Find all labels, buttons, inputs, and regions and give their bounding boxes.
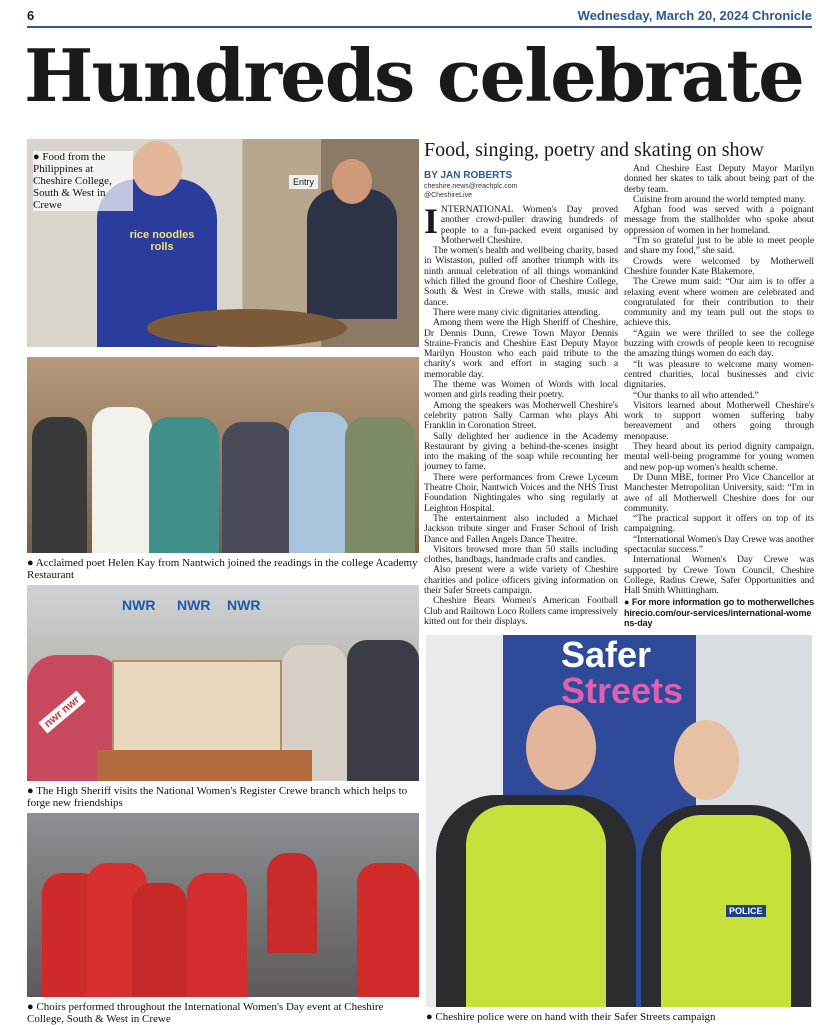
person-shape (32, 417, 87, 553)
headline: Hundreds celebrate (24, 33, 803, 118)
byline: BY JAN ROBERTS (424, 170, 513, 181)
person-head-shape (526, 705, 596, 790)
sash-text: nwr nwr (38, 691, 85, 734)
article-first-paragraph-text: NTERNATIONAL Women's Day proved another crowd-puller drawing hundreds of people to a fun-packed event organised by Motherwell Cheshire. (440, 204, 618, 246)
photo-caption-nwr: ● The High Sheriff visits the National Women's Register Crewe branch which helps to forge new friendships (27, 785, 408, 809)
article-paragraph: Visitors learned about Motherwell Cheshire's work to support women suffering baby bereavement and others going through menopause. (624, 399, 814, 442)
person-shape (187, 873, 247, 997)
article-paragraph: Also present were a wide variety of Cheshire charities and police officers giving information on their Safer Streets campaign. (424, 564, 618, 596)
entry-sign: Entry (289, 175, 318, 189)
person-shape (345, 417, 415, 553)
person-shape (267, 853, 317, 953)
article-paragraph: Afghan food was served with a poignant message from the stallholder who spoke about oppression of women in her homeland. (624, 204, 814, 236)
police-badge: POLICE (726, 905, 766, 917)
article-paragraph: There were performances from Crewe Lyceum Theatre Choir, Nantwich Voices and the NHS Trust Foundation Nightingales who sing regularly at Leighton Hospital. (424, 471, 618, 514)
nwr-banner: NWR (227, 597, 261, 613)
byline-social: @CheshireLive (424, 192, 472, 199)
sign-line-1: Safer (561, 635, 652, 675)
article-subheadline: Food, singing, poetry and skating on show (424, 139, 764, 161)
article-paragraph: Visitors browsed more than 50 stalls including clothes, handbags, handmade crafts and candles. (424, 543, 618, 566)
person-shape (357, 863, 419, 997)
person-shape (222, 422, 292, 553)
photo-poets-group (27, 357, 419, 553)
photo-nwr-stand (27, 585, 419, 781)
article-paragraph: Dr Dunn MBE, former Pro Vice Chancellor at Manchester Metropolitan University, said: “I'm in awe of all Motherwell Cheshire does for our community. (624, 471, 814, 514)
apron-text: rice noodles rolls (129, 229, 195, 253)
person-shape (92, 407, 152, 553)
person-head-shape (674, 720, 739, 800)
article-paragraph: Cuisine from around the world tempted many. (633, 193, 806, 205)
article-column-1 (424, 201, 618, 627)
photo-caption-poet: ● Acclaimed poet Helen Kay from Nantwich joined the readings in the college Academy Restaurant (27, 557, 418, 581)
photo-caption-food: ● Food from the Philippines at Cheshire College, South & West in Crewe (33, 151, 133, 211)
safer-streets-sign (561, 637, 683, 709)
photo-police (426, 635, 812, 1007)
article-paragraph: There were many civic dignitaries attending. (433, 306, 601, 318)
more-info-link[interactable]: ● For more information go to motherwellcheshirecio.com/our-services/international-womens-day (624, 597, 814, 629)
article-paragraph: The Crewe mum said: “Our aim is to offer a relaxing event where women are celebrated and congratulated for their contribution to their community and my team pull out the stops to achieve this. (624, 276, 814, 329)
photo-choir (27, 813, 419, 997)
table-shape (97, 750, 312, 781)
article-paragraph: The women's health and wellbeing charity, based in Wistaston, pulled off another triumph with its ninth annual celebration of all things womankind which filled the ground floor of Cheshire College, South & West in Crewe with stalls, music and dance. (424, 245, 618, 308)
article-paragraph: And Cheshire East Deputy Mayor Marilyn donned her skates to talk about being part of the derby team. (624, 163, 814, 195)
article-paragraph: “Our thanks to all who attended.” (633, 389, 759, 401)
person-shape (149, 417, 219, 553)
article-paragraph: “Again we were thrilled to see the college buzzing with crowds of people keen to recognise the amazing things women do each day. (624, 327, 814, 360)
dateline: Wednesday, March 20, 2024 Chronicle (577, 8, 812, 23)
article-paragraph: International Women's Day Crewe was supported by Crewe Town Council, Cheshire College, Radius Crewe, Safer Opportunities and Hall Smith Whittingham. (624, 554, 814, 597)
article-paragraph: “I'm so grateful just to be able to meet people and share my food,” she said. (624, 235, 814, 257)
article-paragraph: The entertainment also included a Michael Jackson tribute singer and Fraser School of Irish Dance and Fallen Angels Dance Theatre. (424, 512, 618, 545)
article-paragraph: Crowds were welcomed by Motherwell Cheshire founder Kate Blakemore. (624, 255, 814, 277)
nwr-banner: NWR (177, 597, 211, 613)
article-paragraph (424, 201, 618, 246)
person-head-shape (332, 159, 372, 204)
article-paragraph: Sally delighted her audience in the Academy Restaurant by giving a behind-the-scenes insight into the making of the soap while recounting her journey to fame. (424, 430, 618, 473)
article-column-2 (624, 164, 814, 629)
article-paragraph: “The practical support it offers on top of its campaigning. (624, 513, 814, 535)
sign-line-2: Streets (561, 670, 684, 711)
drop-cap: I (424, 201, 438, 241)
person-head-shape (132, 141, 182, 196)
person-shape (347, 640, 419, 781)
byline-email: cheshire.news@reachplc.com (424, 183, 518, 190)
article-paragraph: The theme was Women of Words with local women and girls reading their poetry. (424, 379, 618, 401)
person-shape (289, 412, 349, 553)
article-paragraph: Among the speakers was Motherwell Cheshire's celebrity patron Sally Carman who plays Abi Franklin in Coronation Street. (424, 399, 618, 432)
article-paragraph: “It was pleasure to welcome many women-centred charities, local businesses and civic dignitaries. (624, 358, 814, 391)
header-rule (27, 26, 812, 28)
page-number: 6 (27, 8, 35, 23)
person-shape (307, 189, 397, 319)
article-paragraph: They heard about its period dignity campaign, mental well-being programme for young women and new pop-up women's health scheme. (624, 441, 814, 473)
nwr-banner: NWR (122, 597, 156, 613)
person-shape (132, 883, 187, 997)
article-paragraph: Cheshire Bears Women's American Football Club and Railtown Loco Rollers came impressively kitted out for their displays. (424, 595, 618, 627)
article-paragraph: Among them were the High Sheriff of Cheshire, Dr Dennis Dunn, Crewe Town Mayor Dennis Straine-Francis and Cheshire East Deputy Mayor Marilyn Houston who each paid tribute to the charity's work and effort in staging such a memorable day. (424, 317, 618, 380)
article-paragraph: “International Women's Day Crewe was another spectacular success.” (624, 533, 814, 555)
photo-caption-police: ● Cheshire police were on hand with their Safer Streets campaign (426, 1011, 716, 1023)
photo-caption-choir: ● Choirs performed throughout the International Women's Day event at Cheshire College, South & West in Crewe (27, 1001, 384, 1025)
display-board-shape (112, 660, 282, 755)
hi-vis-vest-shape (466, 805, 606, 1007)
food-pan-shape (147, 309, 347, 347)
